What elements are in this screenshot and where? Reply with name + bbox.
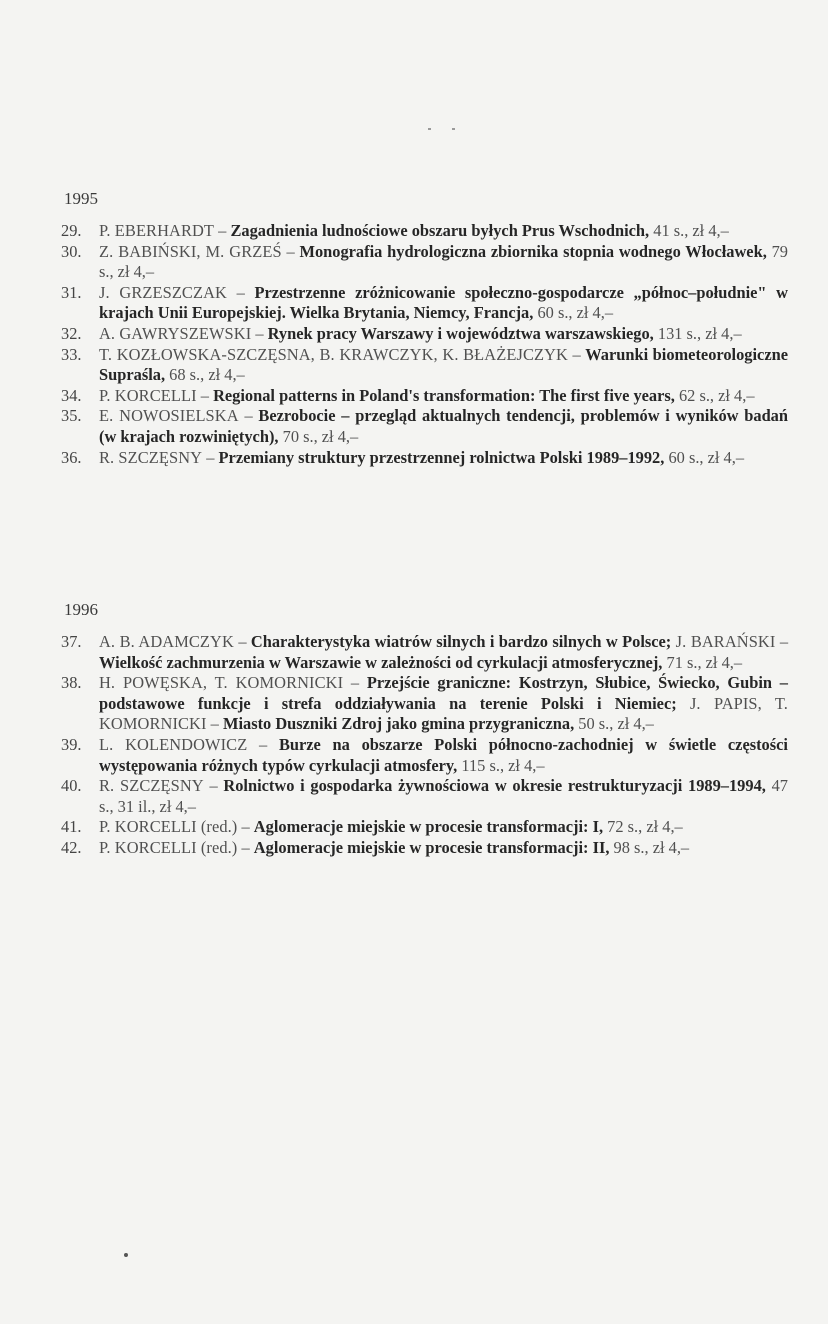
section-1996 bbox=[58, 600, 788, 859]
entry-number: 39. bbox=[61, 734, 82, 754]
entry-title: Warunki biometeorologiczne Supraśla, bbox=[99, 344, 788, 385]
entry-pages-price: 68 s., zł 4,– bbox=[169, 365, 245, 385]
entry-author: R. SZCZĘSNY bbox=[99, 447, 203, 467]
entry-title: Przejście graniczne: Kostrzyn, Słubice, Świecko, Gubin – podstawowe funkcje i strefa oddziaływania na terenie Polski i Niemiec; bbox=[99, 673, 788, 713]
publication-entry: 35. E. NOWOSIELSKA – Bezrobocie – przegląd aktualnych tendencji, problemów i wyników badań (w krajach rozwiniętych), 70 s., zł 4,– bbox=[61, 406, 788, 446]
publication-entry: 41. P. KORCELLI (red.) – Aglomeracje miejskie w procesie transformacji: I, 72 s., zł 4,– bbox=[61, 817, 683, 837]
entry-number: 30. bbox=[61, 241, 82, 261]
entry-pages-price: 70 s., zł 4,– bbox=[282, 426, 359, 446]
scan-smudge bbox=[428, 128, 431, 130]
publication-entry: 37. A. B. ADAMCZYK – Charakterystyka wiatrów silnych i bardzo silnych w Polsce; J. BARAŃSKI – Wielkość zachmurzenia w Warszawie w zależności od cyrkulacji atmosferycznej, 71 s., zł 4,– bbox=[61, 632, 789, 672]
entry-list bbox=[58, 221, 788, 468]
entry-author: L. KOLENDOWICZ bbox=[99, 734, 248, 754]
publication-entry: 39. L. KOLENDOWICZ – Burze na obszarze Polski północno-zachodniej w świetle częstości występowania różnych typów cyrkulacji atmosfery, 115 s., zł 4,– bbox=[61, 734, 788, 775]
publication-entry: 30. Z. BABIŃSKI, M. GRZEŚ – Monografia hydrologiczna zbiornika stopnia wodnego Włocławek, 79 s., zł 4,– bbox=[61, 241, 788, 282]
entry-number: 34. bbox=[61, 385, 82, 405]
entry-number: 42. bbox=[61, 837, 82, 857]
entry-pages-price: 72 s., zł 4,– bbox=[607, 817, 683, 837]
entry-pages-price: 115 s., zł 4,– bbox=[461, 755, 545, 775]
publication-entry: 38. H. POWĘSKA, T. KOMORNICKI – Przejście graniczne: Kostrzyn, Słubice, Świecko, Gubin – podstawowe funkcje i strefa oddziaływania na terenie Polski i Niemiec; J. PAPIS, T. KOMORNICKI – Miasto Duszniki Zdroj jako gmina przygraniczna, 50 s., zł 4,– bbox=[61, 673, 788, 734]
entry-title: Zagadnienia ludnościowe obszaru byłych Prus Wschodnich, bbox=[230, 221, 650, 240]
entry-pages-price: 71 s., zł 4,– bbox=[666, 652, 743, 672]
entry-author: A. B. ADAMCZYK bbox=[99, 632, 234, 651]
publication-entry: 34. P. KORCELLI – Regional patterns in Poland's transformation: The first five years, 62 s., zł 4,– bbox=[61, 385, 755, 405]
entry-title: Przemiany struktury przestrzennej rolnictwa Polski 1989–1992, bbox=[218, 447, 665, 467]
entry-second-title: Miasto Duszniki Zdroj jako gmina przygraniczna, bbox=[222, 714, 575, 734]
entry-pages-price: 79 s., zł 4,– bbox=[99, 241, 788, 282]
publication-entry: 40. R. SZCZĘSNY – Rolnictwo i gospodarka żywnościowa w okresie restrukturyzacji 1989–1994, 47 s., 31 il., zł 4,– bbox=[61, 776, 788, 816]
entry-number: 38. bbox=[61, 673, 82, 693]
entry-title: Aglomeracje miejskie w procesie transformacji: I, bbox=[253, 817, 604, 837]
entry-pages-price: 41 s., zł 4,– bbox=[653, 221, 729, 240]
scan-smudge bbox=[452, 128, 455, 130]
entry-number: 36. bbox=[61, 447, 82, 467]
entry-title: Bezrobocie – przegląd aktualnych tendencji, problemów i wyników badań (w krajach rozwiniętych), bbox=[99, 406, 788, 446]
section-year: 1995 bbox=[64, 189, 98, 208]
entry-author: J. GRZESZCZAK bbox=[99, 282, 227, 302]
entry-number: 29. bbox=[61, 221, 82, 240]
entry-title: Monografia hydrologiczna zbiornika stopnia wodnego Włocławek, bbox=[299, 241, 767, 261]
entry-number: 33. bbox=[61, 344, 82, 364]
entry-author: E. NOWOSIELSKA bbox=[99, 406, 239, 426]
publication-entry: 29. P. EBERHARDT – Zagadnienia ludnościowe obszaru byłych Prus Wschodnich, 41 s., zł 4,– bbox=[61, 221, 729, 240]
entry-number: 37. bbox=[61, 632, 82, 651]
publication-entry: 33. T. KOZŁOWSKA-SZCZĘSNA, B. KRAWCZYK, K. BŁAŻEJCZYK – Warunki biometeorologiczne Supraśla, 68 s., zł 4,– bbox=[61, 344, 788, 385]
section-1995 bbox=[58, 189, 788, 468]
entry-author: R. SZCZĘSNY bbox=[99, 776, 204, 796]
entry-pages-price: 50 s., zł 4,– bbox=[578, 714, 654, 734]
entry-number: 41. bbox=[61, 817, 82, 837]
entry-author: Z. BABIŃSKI, M. GRZEŚ bbox=[99, 241, 282, 261]
entry-title: Przestrzenne zróżnicowanie społeczno-gospodarcze „północ–południe" w krajach Unii Europejskiej. Wielka Brytania, Niemcy, Francja, bbox=[99, 282, 788, 323]
entry-pages-price: 98 s., zł 4,– bbox=[613, 837, 690, 857]
entry-second-author: J. BARAŃSKI bbox=[675, 632, 776, 651]
entry-number: 40. bbox=[61, 776, 82, 796]
entry-second-author: J. PAPIS, T. KOMORNICKI bbox=[99, 693, 788, 734]
entry-pages-price: 131 s., zł 4,– bbox=[657, 323, 742, 343]
entry-pages-price: 62 s., zł 4,– bbox=[678, 385, 755, 405]
entry-number: 35. bbox=[61, 406, 82, 426]
entry-second-title: Wielkość zachmurzenia w Warszawie w zależności od cyrkulacji atmosferycznej, bbox=[99, 652, 663, 672]
entry-pages-price: 60 s., zł 4,– bbox=[668, 447, 745, 467]
publication-entry: 42. P. KORCELLI (red.) – Aglomeracje miejskie w procesie transformacji: II, 98 s., zł 4,– bbox=[61, 837, 690, 857]
section-year: 1996 bbox=[64, 600, 98, 619]
entry-number: 31. bbox=[61, 282, 82, 302]
entry-list bbox=[58, 632, 788, 859]
entry-pages-price: 60 s., zł 4,– bbox=[537, 303, 614, 323]
publication-entry: 32. A. GAWRYSZEWSKI – Rynek pracy Warszawy i województwa warszawskiego, 131 s., zł 4,– bbox=[61, 323, 742, 343]
entry-author: A. GAWRYSZEWSKI bbox=[99, 323, 252, 343]
entry-author: P. KORCELLI (red.) bbox=[99, 837, 238, 857]
entry-pages-price: 47 s., 31 il., zł 4,– bbox=[99, 776, 788, 816]
entry-number: 32. bbox=[61, 323, 82, 343]
entry-title: Rolnictwo i gospodarka żywnościowa w okresie restrukturyzacji 1989–1994, bbox=[223, 776, 766, 796]
entry-author: P. EBERHARDT bbox=[99, 221, 215, 240]
entry-author: H. POWĘSKA, T. KOMORNICKI bbox=[99, 673, 344, 693]
entry-title: Regional patterns in Poland's transformation: The first five years, bbox=[213, 385, 675, 405]
publication-entry: 31. J. GRZESZCZAK – Przestrzenne zróżnicowanie społeczno-gospodarcze „północ–południe" w krajach Unii Europejskiej. Wielka Brytania, Niemcy, Francja, 60 s., zł 4,– bbox=[61, 282, 788, 323]
entry-title: Burze na obszarze Polski północno-zachodniej w świetle częstości występowania różnych typów cyrkulacji atmosfery, bbox=[99, 734, 788, 775]
entry-author: T. KOZŁOWSKA-SZCZĘSNA, B. KRAWCZYK, K. BŁAŻEJCZYK bbox=[99, 344, 568, 364]
publication-entry: 36. R. SZCZĘSNY – Przemiany struktury przestrzennej rolnictwa Polski 1989–1992, 60 s., zł 4,– bbox=[61, 447, 745, 467]
stray-dot-mark bbox=[124, 1253, 128, 1257]
entry-title: Aglomeracje miejskie w procesie transformacji: II, bbox=[253, 837, 610, 857]
entry-author: P. KORCELLI bbox=[99, 385, 197, 405]
entry-title: Rynek pracy Warszawy i województwa warszawskiego, bbox=[267, 323, 654, 343]
entry-title: Charakterystyka wiatrów silnych i bardzo silnych w Polsce; bbox=[250, 632, 672, 651]
entry-author: P. KORCELLI (red.) bbox=[99, 817, 238, 837]
